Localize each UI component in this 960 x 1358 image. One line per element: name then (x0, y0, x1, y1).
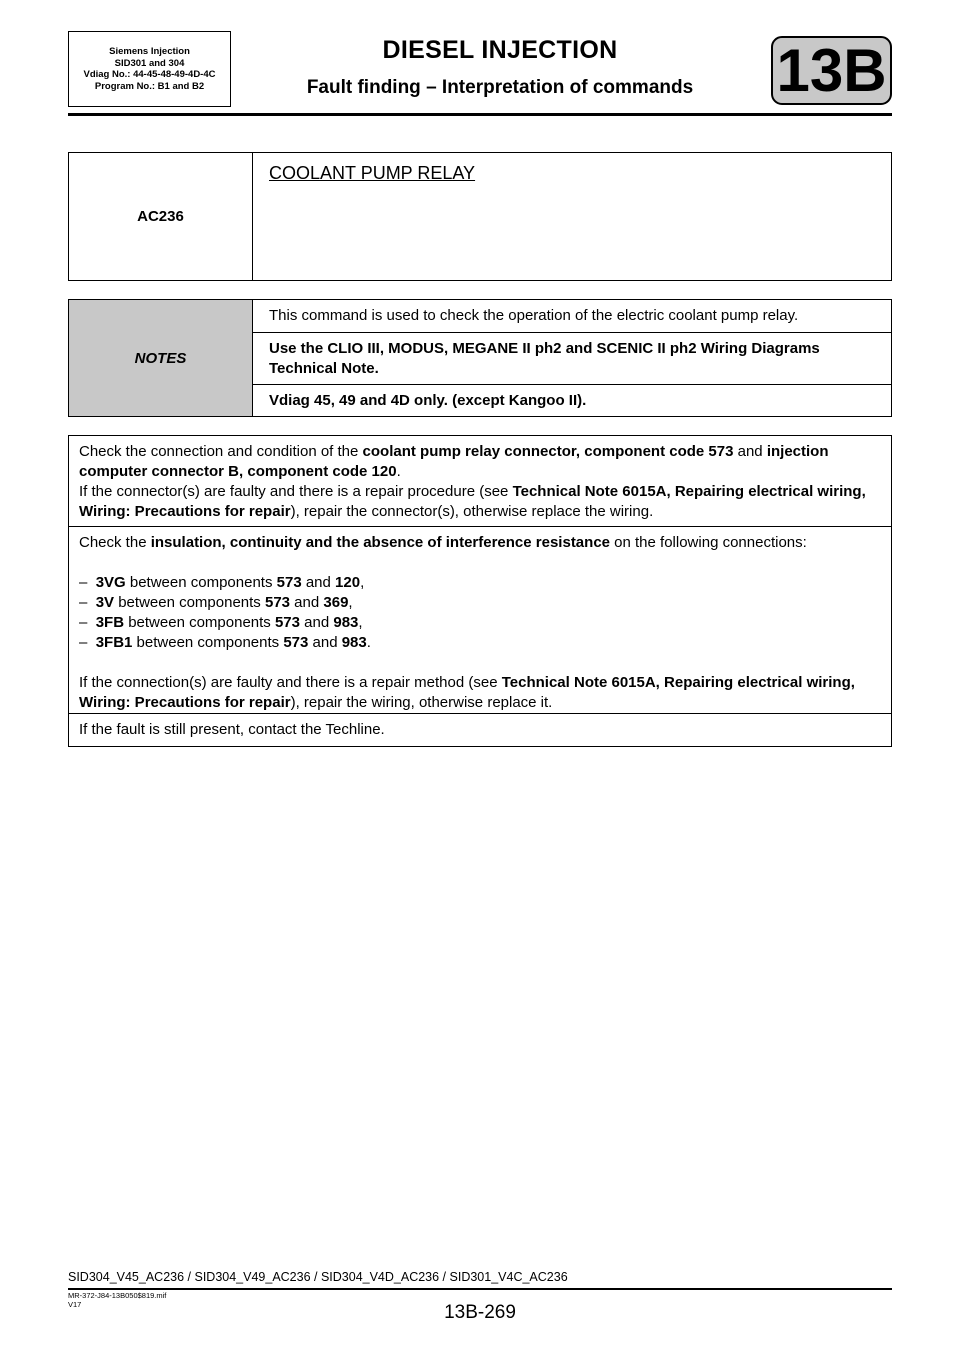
version: V17 (68, 1300, 82, 1309)
connection-item: – 3V between components 573 and 369, (79, 594, 353, 611)
note-row: Vdiag 45, 49 and 4D only. (except Kangoo II). (269, 392, 587, 409)
note-row: Use the CLIO III, MODUS, MEGANE II ph2 and SCENIC II ph2 Wiring Diagrams Technical Note. (253, 332, 891, 385)
wiring-check-step: Check the insulation, continuity and the absence of interference resistance on the following connections: – 3VG between components 573 and 120, – 3V between components 573 and 369, – 3FB between components 573 and 983, – 3FB1 between components 573 and 983. If the connection(s) are faulty and there is a repair method (see Technical Note 6015A, Repairing electrical wiring, Wiring: Precautions for repair), repair the wiring, otherwise replace it. (69, 527, 891, 714)
notes-label: NOTES (69, 300, 253, 416)
command-box (68, 152, 892, 281)
connection-item: – 3FB1 between components 573 and 983. (79, 634, 371, 651)
connector-check-step: Check the connection and condition of the coolant pump relay connector, component code 573 and injection computer connector B, component code 120. If the connector(s) are faulty and there is a repair procedure (see Technical Note 6015A, Repairing electrical wiring, Wiring: Precautions for repair), repair the connector(s), otherwise replace the wiring. (69, 436, 891, 527)
info-line: Program No.: B1 and B2 (94, 80, 205, 92)
page-number: 13B-269 (444, 1302, 516, 1323)
final-step: If the fault is still present, contact the Techline. (79, 721, 385, 738)
section-code-badge: 13B (771, 36, 892, 105)
footer-divider (68, 1288, 892, 1290)
header-divider (68, 113, 892, 116)
connection-item: – 3FB between components 573 and 983, (79, 614, 363, 631)
vehicle-info-box (68, 31, 231, 107)
connection-item: – 3VG between components 573 and 120, (79, 574, 365, 591)
note-row: This command is used to check the operation of the electric coolant pump relay. (269, 307, 799, 324)
footer-refs: SID304_V45_AC236 / SID304_V49_AC236 / SID304_V4D_AC236 / SID301_V4C_AC236 (68, 1270, 568, 1284)
mif-name: MR-372-J84-13B050$819.mif (68, 1291, 167, 1300)
info-line: Siemens Injection (109, 46, 190, 57)
notes-box (68, 299, 892, 417)
footer-file-info (68, 1291, 166, 1309)
command-name: COOLANT PUMP RELAY (269, 163, 476, 183)
command-code: AC236 (69, 153, 253, 280)
procedure-box (68, 435, 892, 747)
info-line: SID301 and 304 (114, 57, 185, 69)
page-title: DIESEL INJECTION (382, 36, 618, 64)
info-line: Vdiag No.: 44-45-48-49-4D-4C (83, 69, 216, 80)
page-subtitle: Fault finding – Interpretation of commands (306, 77, 694, 98)
